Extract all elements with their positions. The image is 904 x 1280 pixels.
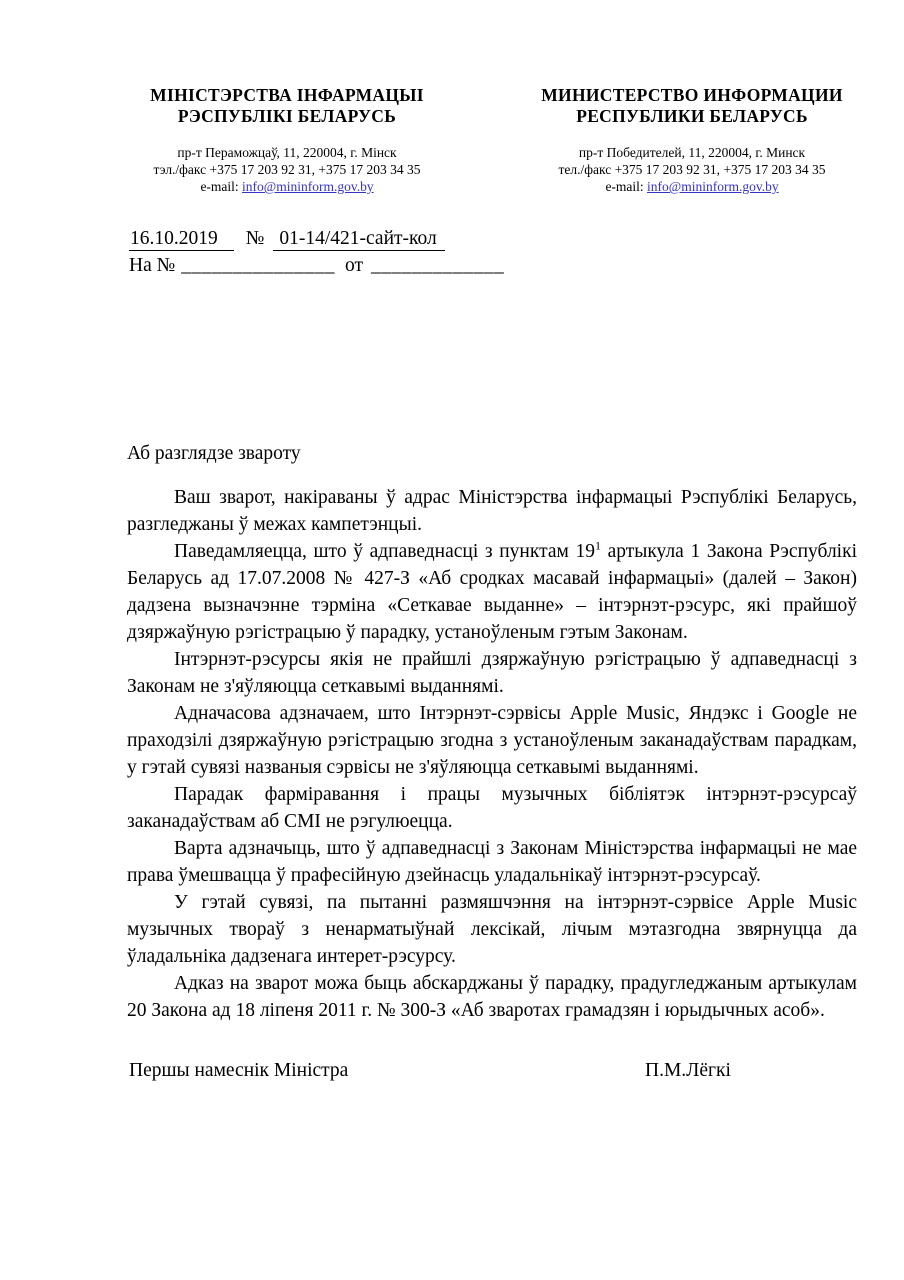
body-paragraph	[127, 538, 857, 646]
signer-name: П.М.Лёгкі	[645, 1060, 731, 1081]
body-paragraph: Адначасова адзначаем, што Інтэрнэт-сэрвісы Apple Music, Яндэкс і Google не праходзілі дзяржаўную рэгістрацыю згодна з устаноўленым заканадаўствам парадкам, у гэтай сувязі названыя сэрвісы не з'яўляюцца сеткавымі выданнямі.	[127, 703, 857, 778]
reference-block	[129, 225, 904, 279]
org-address-belarusian	[88, 144, 486, 195]
number-sign: №	[245, 228, 265, 249]
body-paragraph: Варта адзначыць, што ў адпаведнасці з Законам Міністэрства інфармацыі не мае права ўмешвацца ў прафесійную дзейнасць уладальнікаў інтэрнэт-рэсурсаў.	[127, 838, 857, 886]
paragraph-text: артыкула 1 Закона Рэспублікі Беларусь ад 17.07.2008 № 427-З «Аб сродках масавай інфармацыі» (далей – Закон) дадзена вызначэнне тэрміна «Сеткавае выданне» – інтэрнэт-рэсурс, які прайшоў дзяржаўную рэгістрацыю ў парадку, устаноўленым гэтым Законам.	[127, 541, 857, 643]
body-paragraph: У гэтай сувязі, па пытанні размяшчэння на інтэрнэт-сэрвісе Apple Music музычных твораў з ненарматыўнай лексікай, лічым мэтазгодна звярнуцца да ўладальніка дадзенага интерет-рэсурсу.	[127, 892, 857, 967]
org-name-line2: РЕСПУБЛИКИ БЕЛАРУСЬ	[576, 105, 808, 126]
org-name-line1: МІНІСТЭРСТВА ІНФАРМАЦЫІ	[150, 85, 424, 105]
body-paragraph: Парадак фарміравання і працы музычных бібліятэк інтэрнэт-рэсурсаў заканадаўствам аб СМІ не рэгулюецца.	[127, 784, 857, 832]
letter-body	[127, 484, 857, 1024]
letterhead-russian	[486, 85, 898, 195]
address-line: пр-т Пераможцаў, 11, 220004, г. Мінск	[177, 145, 397, 160]
subject-line: Аб разглядзе звароту	[127, 443, 301, 464]
email-line	[486, 178, 898, 195]
email-link[interactable]: info@mininform.gov.by	[647, 179, 779, 194]
org-address-russian	[486, 144, 898, 195]
body-paragraph: Інтэрнэт-рэсурсы якія не прайшлі дзяржаўную рэгістрацыю ў адпаведнасці з Законам не з'яўляюцца сеткавымі выданнямі.	[127, 649, 857, 697]
phone-line: тел./факс +375 17 203 92 31, +375 17 203 34 35	[558, 162, 826, 177]
blank-number-line: _______________	[181, 255, 335, 276]
signer-position: Першы намеснік Міністра	[129, 1060, 349, 1081]
superscript-note: 1	[594, 538, 601, 553]
from-label: от	[344, 255, 363, 276]
address-line: пр-т Победителей, 11, 220004, г. Минск	[578, 145, 806, 160]
org-name-belarusian	[88, 85, 486, 126]
letterhead	[0, 0, 904, 195]
body-paragraph: Адказ на зварот можа быць абскарджаны ў парадку, прадугледжаным артыкулам 20 Закона ад 18 ліпеня 2011 г. № 300-З «Аб зваротах грамадзян і юрыдычных асоб».	[127, 973, 857, 1021]
outgoing-reference-line	[129, 225, 904, 252]
body-paragraph: Ваш зварот, накіраваны ў адрас Міністэрства інфармацыі Рэспублікі Беларусь, разгледжаны ў межах кампетэнцыі.	[127, 487, 857, 535]
incoming-reference-line	[129, 252, 904, 279]
email-label: e-mail:	[605, 179, 648, 194]
email-link[interactable]: info@mininform.gov.by	[242, 179, 374, 194]
org-name-russian	[486, 85, 898, 126]
paragraph-text: Паведамляецца, што ў адпаведнасці з пунктам 19	[174, 541, 595, 562]
email-line	[88, 178, 486, 195]
phone-line: тэл./факс +375 17 203 92 31, +375 17 203 34 35	[153, 162, 421, 177]
org-name-line2: РЭСПУБЛІКІ БЕЛАРУСЬ	[177, 105, 397, 126]
org-name-line1: МИНИСТЕРСТВО ИНФОРМАЦИИ	[541, 85, 843, 105]
reply-prefix: На №	[129, 255, 176, 276]
email-label: e-mail:	[200, 179, 243, 194]
letter-date: 16.10.2019	[129, 228, 234, 251]
blank-date-line: _____________	[370, 255, 505, 276]
signature-block	[0, 1060, 904, 1087]
letterhead-belarusian	[88, 85, 486, 195]
letter-number: 01-14/421-сайт-кол	[273, 228, 444, 251]
